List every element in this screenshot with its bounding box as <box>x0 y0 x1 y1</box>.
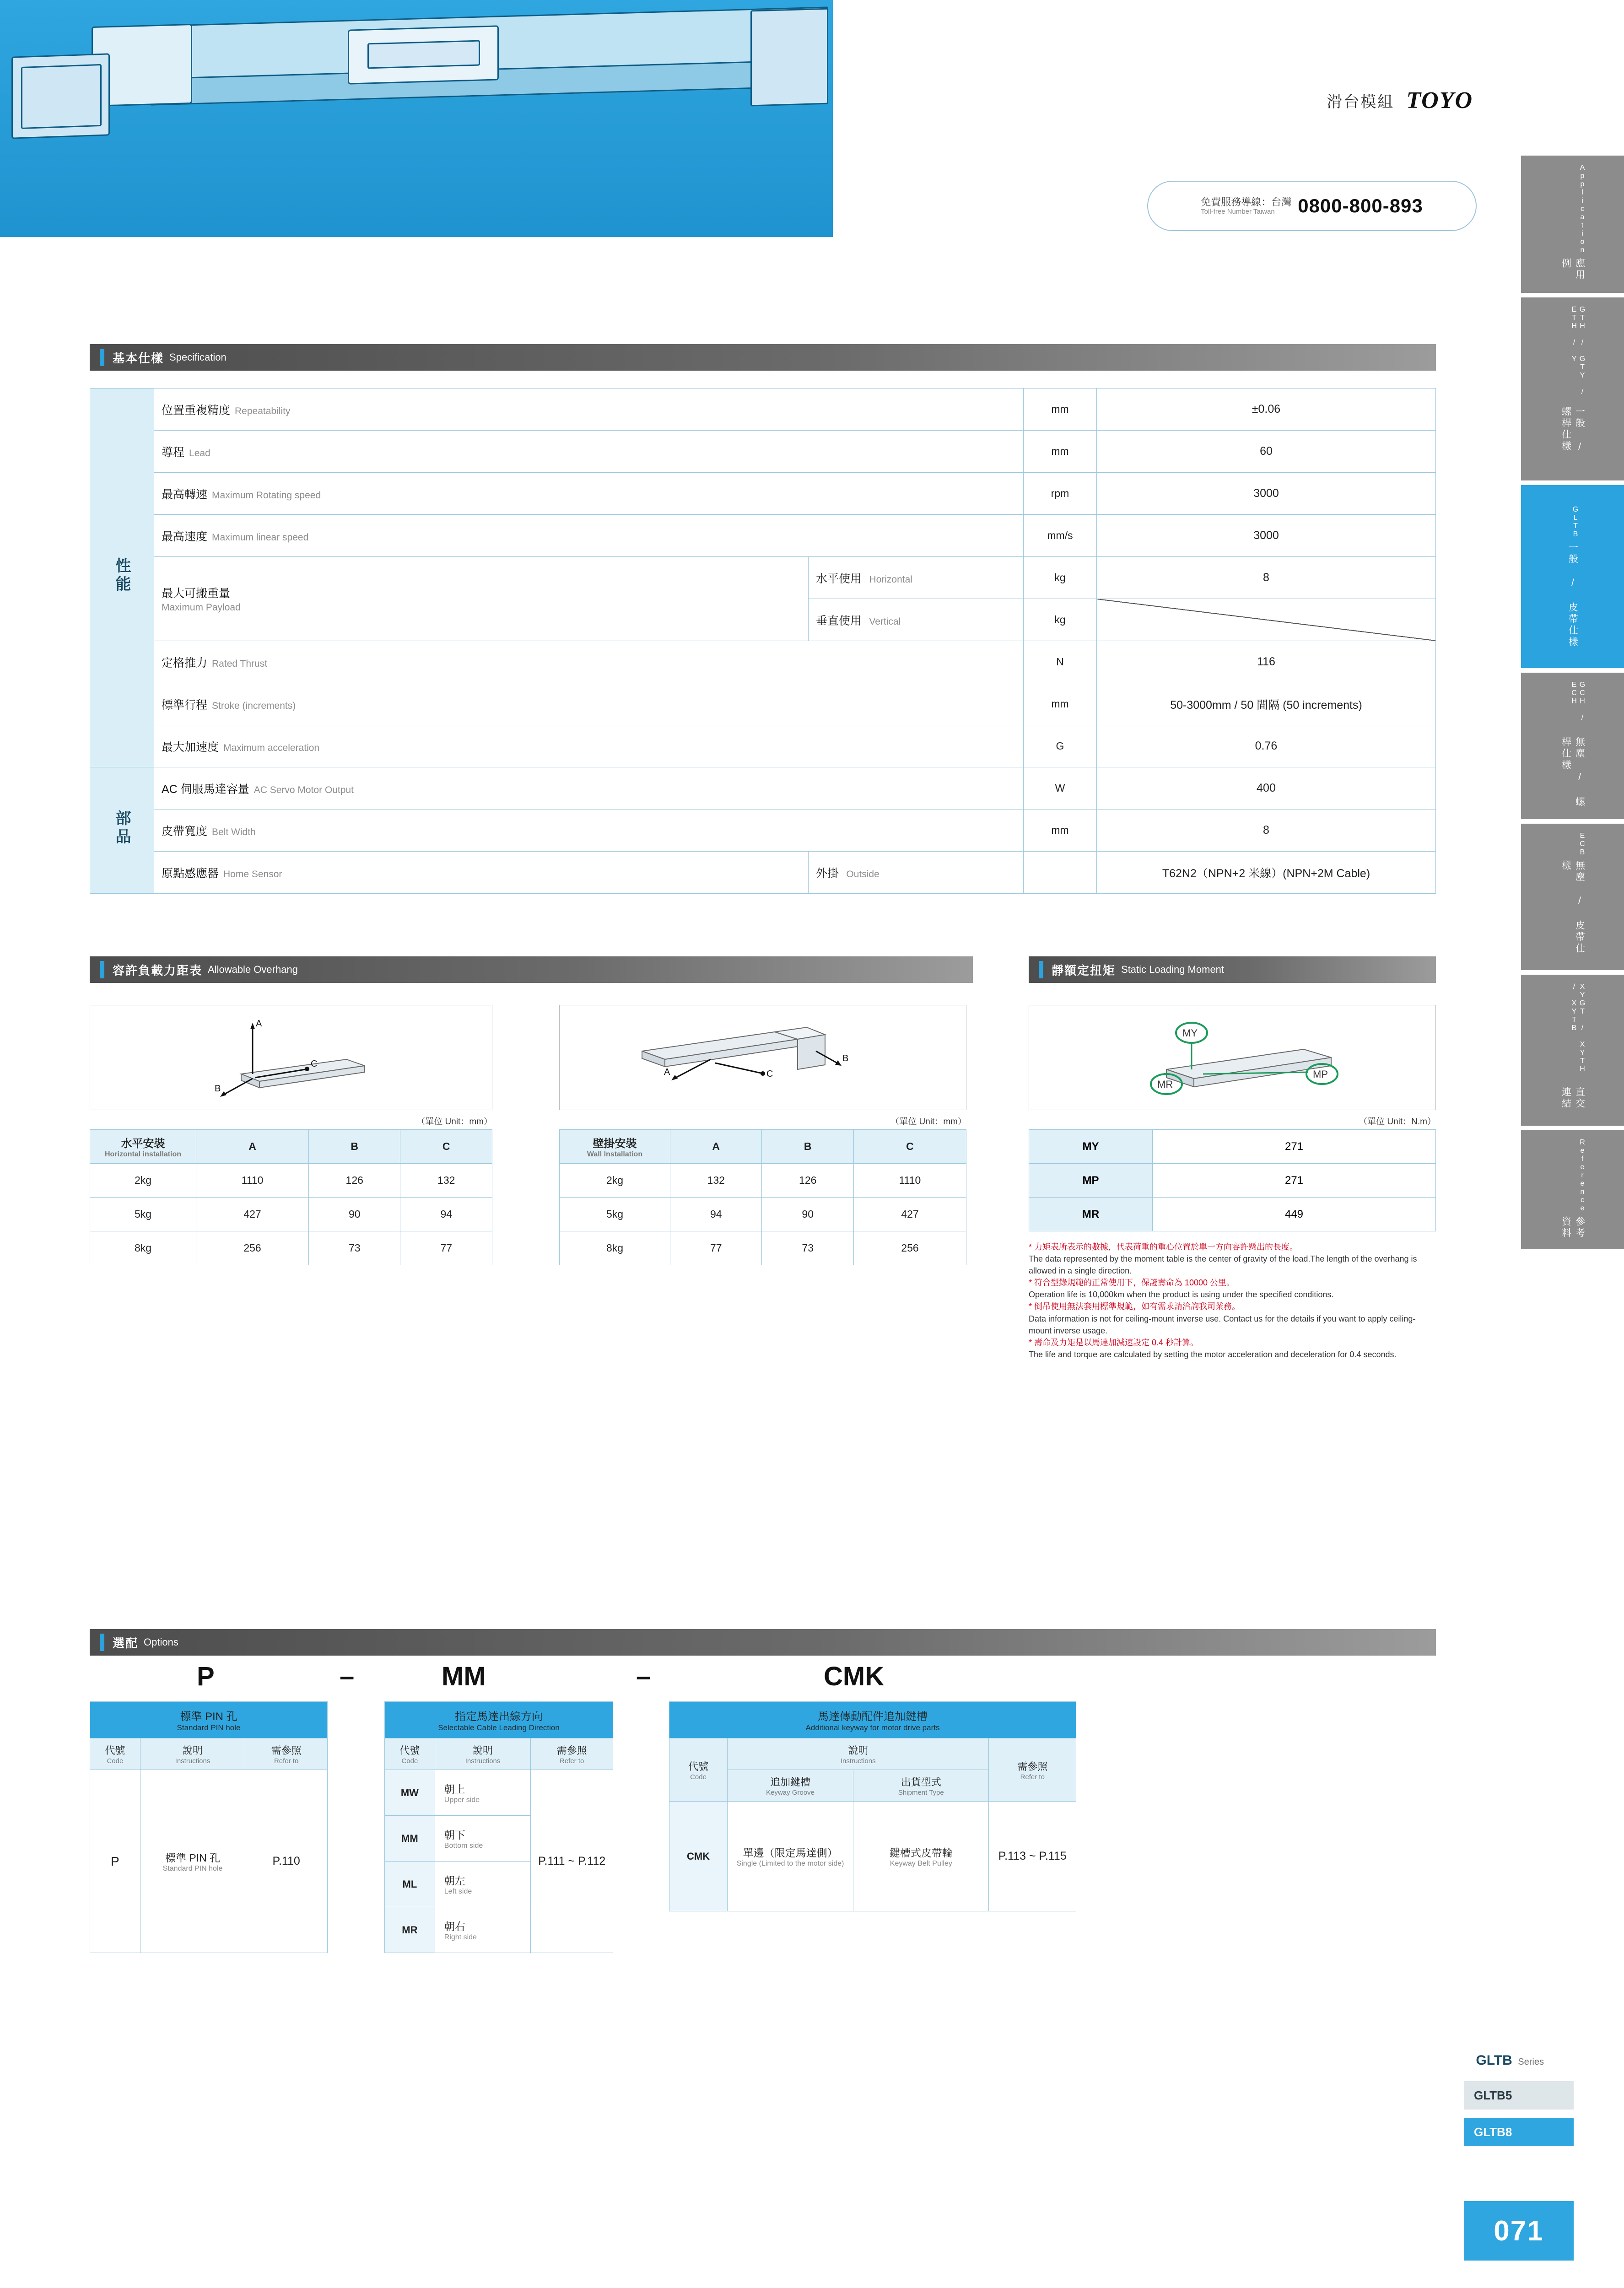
spec-label-repeatability: 位置重複精度 Repeatability <box>154 389 1024 431</box>
title-accent-bar <box>100 1634 104 1651</box>
spec-value: 400 <box>1097 767 1436 809</box>
option-code-mm: MM <box>442 1662 486 1691</box>
table-row <box>90 852 1436 894</box>
static-moment-diagram <box>1029 1005 1436 1110</box>
spec-label-max-acceleration: 最大加速度 Maximum acceleration <box>154 725 1024 767</box>
table-row <box>560 1164 966 1198</box>
sidebar-item-cleanroom-screw[interactable] <box>1521 673 1624 819</box>
sidebar-item-label: 無塵 / 螺桿仕樣 <box>1560 736 1585 808</box>
group-performance <box>90 389 154 767</box>
keyway-col-code: 代號 Code <box>669 1738 728 1802</box>
spec-value: 8 <box>1097 557 1436 599</box>
row-label: 5kg <box>90 1198 196 1231</box>
cell-value: 73 <box>762 1231 853 1265</box>
sidebar-item-label: 直交連結 <box>1560 1086 1585 1110</box>
row-label: 8kg <box>90 1231 196 1265</box>
table-header-row <box>90 1130 492 1164</box>
note-line: * 符合型錄規範的正常使用下，保證壽命為 10000 公里。 <box>1029 1278 1235 1288</box>
series-chip-label: GLTB5 <box>1474 2088 1512 2102</box>
note-line: The data represented by the moment table is the center of gravity of the load.The length of the overhang is allowed in a single direction. <box>1029 1254 1417 1276</box>
wall-axes-svg <box>560 1005 967 1111</box>
table-header-row <box>385 1702 613 1738</box>
sidebar-item-label: 參考資料 <box>1560 1216 1585 1239</box>
pin-col-instructions: 說明 Instructions <box>140 1738 245 1770</box>
section-title-en: Specification <box>169 351 227 363</box>
spec-label-lead: 導程 Lead <box>154 431 1024 473</box>
keyway-shipment-value: 鍵槽式皮帶輪 Keyway Belt Pulley <box>853 1802 989 1911</box>
series-label <box>1476 2053 1544 2068</box>
cable-col-code: 代號 Code <box>385 1738 435 1770</box>
hero-product-image <box>0 0 833 237</box>
sidebar-item-label: 一般 / 皮帶仕樣 <box>1567 542 1578 648</box>
table-row <box>90 473 1436 515</box>
keyway-col-shipment: 出貨型式 Shipment Type <box>853 1770 989 1802</box>
sidebar-item-sublabel: Application <box>1578 164 1586 254</box>
keyway-table-header: 馬達傳動配件追加鍵槽 Additional keyway for motor drive parts <box>669 1702 1076 1738</box>
spec-sublabel-horizontal: 水平使用 Horizontal <box>809 557 1024 599</box>
cell-value: 126 <box>762 1164 853 1198</box>
toll-free-badge <box>1147 181 1477 231</box>
table-row <box>90 515 1436 557</box>
spec-value: 50-3000mm / 50 間隔 (50 increments) <box>1097 683 1436 725</box>
options-section-title <box>90 1629 1436 1656</box>
option-dash-1: – <box>340 1662 355 1691</box>
spec-unit: kg <box>1024 599 1097 641</box>
note-line: * 壽命及力矩是以馬達加減速設定 0.4 秒計算。 <box>1029 1338 1199 1347</box>
static-moment-notes <box>1029 1241 1436 1360</box>
cable-instruction-bottom: 朝下 Bottom side <box>435 1816 531 1862</box>
cell-value: 1110 <box>853 1164 966 1198</box>
moment-value-mp: 271 <box>1153 1164 1436 1198</box>
moment-label-mp: MP <box>1029 1164 1153 1198</box>
note-line: Data information is not for ceiling-mount inverse use. Contact us for the details if you want to apply ceiling-mount inverse usage. <box>1029 1314 1416 1335</box>
table-row <box>1029 1164 1436 1198</box>
pin-col-code: 代號 Code <box>90 1738 140 1770</box>
table-header-row <box>669 1702 1076 1738</box>
cell-value: 132 <box>670 1164 762 1198</box>
toll-free-number: 0800-800-893 <box>1298 195 1423 216</box>
table-row <box>90 431 1436 473</box>
section-title-cn: 靜額定扭矩 <box>1052 963 1116 977</box>
table-row <box>90 767 1436 809</box>
table-subheader-row <box>669 1738 1076 1770</box>
spec-sublabel-vertical: 垂直使用 Vertical <box>809 599 1024 641</box>
spec-label-max-payload: 最大可搬重量 Maximum Payload <box>154 557 809 641</box>
option-code-cmk: CMK <box>824 1662 885 1691</box>
toll-free-label-en: Toll-free Number Taiwan <box>1201 208 1275 216</box>
series-name: GLTB <box>1476 2053 1512 2068</box>
spec-label-max-rotating-speed: 最高轉速 Maximum Rotating speed <box>154 473 1024 515</box>
cable-code-mw: MW <box>385 1770 435 1816</box>
spec-unit <box>1024 852 1097 894</box>
wall-unit-note: （單位 Unit：mm） <box>890 1117 966 1127</box>
series-chip-label: GLTB8 <box>1474 2125 1512 2139</box>
static-moment-unit-note: （單位 Unit：N.m） <box>1359 1117 1436 1127</box>
keyway-refer-page: P.113 ~ P.115 <box>989 1802 1076 1911</box>
column-header-b: B <box>309 1130 400 1164</box>
cable-col-refer: 需參照 Refer to <box>531 1738 613 1770</box>
wall-install-header: 壁掛安裝 Wall Installation <box>560 1130 670 1164</box>
keyway-option-table <box>669 1701 1076 1911</box>
static-moment-table <box>1029 1129 1436 1231</box>
spec-value: 3000 <box>1097 515 1436 557</box>
spec-label-stroke: 標準行程 Stroke (increments) <box>154 683 1024 725</box>
table-row <box>669 1802 1076 1911</box>
wall-overhang-diagram <box>559 1005 966 1110</box>
sidebar-item-label: 應用例 <box>1560 258 1585 281</box>
keyway-col-refer: 需參照 Refer to <box>989 1738 1076 1802</box>
pin-refer-page: P.110 <box>245 1770 328 1953</box>
keyway-groove-value: 單邊（限定馬達側） Single (Limited to the motor side) <box>728 1802 853 1911</box>
note-line: * 力矩表所表示的數據，代表荷重的重心位置於單一方向容許懸出的長度。 <box>1029 1242 1298 1252</box>
spec-unit: mm <box>1024 431 1097 473</box>
spec-sublabel-outside: 外掛 Outside <box>809 852 1024 894</box>
pin-code-value: P <box>90 1770 140 1953</box>
title-accent-bar <box>100 961 104 978</box>
svg-text:B: B <box>842 1053 849 1063</box>
svg-text:MP: MP <box>1313 1068 1328 1080</box>
page-number: 071 <box>1494 2215 1544 2247</box>
table-row <box>1029 1130 1436 1164</box>
spec-unit: rpm <box>1024 473 1097 515</box>
svg-text:C: C <box>311 1059 318 1069</box>
cable-table-header: 指定馬達出線方向 Selectable Cable Leading Direction <box>385 1702 613 1738</box>
column-header-c: C <box>400 1130 492 1164</box>
table-row <box>90 809 1436 852</box>
sidebar-item-sublabel: ECB <box>1578 832 1586 857</box>
table-row <box>90 1770 328 1953</box>
cell-value: 73 <box>309 1231 400 1265</box>
cell-value: 77 <box>670 1231 762 1265</box>
option-dash-2: – <box>636 1662 651 1691</box>
spec-unit: mm <box>1024 683 1097 725</box>
spec-label-home-sensor: 原點感應器 Home Sensor <box>154 852 809 894</box>
cell-value: 94 <box>670 1198 762 1231</box>
column-header-c: C <box>853 1130 966 1164</box>
keyway-col-instructions: 說明 Instructions <box>728 1738 989 1770</box>
svg-text:B: B <box>215 1084 221 1094</box>
cable-code-mr: MR <box>385 1907 435 1953</box>
spec-label-belt-width: 皮帶寬度 Belt Width <box>154 809 1024 852</box>
series-suffix: Series <box>1518 2057 1544 2067</box>
title-accent-bar <box>100 349 104 366</box>
spec-value: 3000 <box>1097 473 1436 515</box>
section-title-en: Options <box>144 1636 178 1648</box>
horizontal-install-header: 水平安裝 Horizontal installation <box>90 1130 196 1164</box>
cell-value: 77 <box>400 1231 492 1265</box>
spec-unit: N <box>1024 641 1097 683</box>
cell-value: 132 <box>400 1164 492 1198</box>
svg-text:MY: MY <box>1182 1027 1198 1039</box>
option-code-p: P <box>197 1662 215 1691</box>
table-header-row <box>90 1702 328 1738</box>
sidebar-item-cleanroom-belt[interactable] <box>1521 824 1624 970</box>
cable-instruction-left: 朝左 Left side <box>435 1862 531 1907</box>
side-tab-nav[interactable] <box>1521 156 1624 1254</box>
cell-value: 126 <box>309 1164 400 1198</box>
spec-value: 60 <box>1097 431 1436 473</box>
cell-value: 256 <box>853 1231 966 1265</box>
cable-code-mm: MM <box>385 1816 435 1862</box>
carriage-graphic <box>348 25 499 84</box>
spec-value: T62N2（NPN+2 米線）(NPN+2M Cable) <box>1097 852 1436 894</box>
spec-value: 116 <box>1097 641 1436 683</box>
title-accent-bar <box>1039 961 1043 978</box>
horizontal-overhang-table <box>90 1129 492 1265</box>
static-moment-section-title <box>1029 956 1436 983</box>
note-line: * 倒吊使用無法套用標準規範，如有需求請洽詢我司業務。 <box>1029 1302 1241 1311</box>
spec-value: ±0.06 <box>1097 389 1436 431</box>
cell-value: 94 <box>400 1198 492 1231</box>
specification-section-title <box>90 344 1436 371</box>
brand-header <box>1327 87 1473 114</box>
section-title-cn: 基本仕樣 <box>113 351 164 365</box>
column-header-a: A <box>670 1130 762 1164</box>
spec-unit: mm <box>1024 389 1097 431</box>
page-number-badge <box>1464 2201 1574 2261</box>
sidebar-item-sublabel: GTH / GTY / ETH / Y <box>1570 306 1586 396</box>
table-row <box>1029 1198 1436 1231</box>
spec-label-rated-thrust: 定格推力 Rated Thrust <box>154 641 1024 683</box>
specification-table <box>90 388 1436 894</box>
table-subheader-row <box>385 1738 613 1770</box>
spec-unit: G <box>1024 725 1097 767</box>
table-row <box>90 1164 492 1198</box>
cable-instruction-right: 朝右 Right side <box>435 1907 531 1953</box>
row-label: 8kg <box>560 1231 670 1265</box>
series-chip-gltb5[interactable] <box>1464 2081 1574 2110</box>
spec-label-servo-output: AC 伺服馬達容量 AC Servo Motor Output <box>154 767 1024 809</box>
sidebar-item-screw-general[interactable] <box>1521 297 1624 480</box>
table-row <box>90 1198 492 1231</box>
horizontal-unit-note: （單位 Unit：mm） <box>416 1117 492 1127</box>
sidebar-item-sublabel: XYGT / XYTH / XYTB <box>1570 983 1586 1074</box>
note-line: Operation life is 10,000km when the product is using under the specified conditions. <box>1029 1290 1334 1300</box>
row-label: 5kg <box>560 1198 670 1231</box>
row-label: 2kg <box>90 1164 196 1198</box>
keyway-col-groove: 追加鍵槽 Keyway Groove <box>728 1770 853 1802</box>
moment-value-my: 271 <box>1153 1130 1436 1164</box>
horizontal-overhang-diagram <box>90 1005 492 1110</box>
cable-refer-page: P.111 ~ P.112 <box>531 1770 613 1953</box>
table-row <box>385 1770 613 1816</box>
cable-instruction-upper: 朝上 Upper side <box>435 1770 531 1816</box>
section-title-cn: 選配 <box>113 1636 139 1650</box>
horizontal-axes-svg <box>90 1005 493 1111</box>
spec-label-max-linear-speed: 最高速度 Maximum linear speed <box>154 515 1024 557</box>
keyway-code-value: CMK <box>669 1802 728 1911</box>
moment-axes-svg <box>1029 1005 1436 1111</box>
spec-unit: W <box>1024 767 1097 809</box>
sidebar-item-sublabel: GCH / ECH <box>1570 681 1586 722</box>
sidebar-item-cartesian[interactable] <box>1521 975 1624 1126</box>
cable-code-ml: ML <box>385 1862 435 1907</box>
spec-value-not-applicable <box>1097 599 1436 641</box>
table-row <box>90 641 1436 683</box>
table-row <box>90 1231 492 1265</box>
sidebar-item-label: 一般 / 螺桿仕樣 <box>1560 406 1585 454</box>
sidebar-item-reference[interactable] <box>1521 1130 1624 1249</box>
sidebar-item-sublabel: Reference <box>1578 1139 1586 1213</box>
table-row <box>90 389 1436 431</box>
table-row <box>90 725 1436 767</box>
svg-text:C: C <box>766 1069 773 1079</box>
moment-label-my: MY <box>1029 1130 1153 1164</box>
table-row <box>90 557 1436 599</box>
pin-instruction: 標準 PIN 孔 Standard PIN hole <box>140 1770 245 1953</box>
overhang-section-title <box>90 956 973 983</box>
sidebar-item-belt-general[interactable] <box>1521 485 1624 668</box>
wall-overhang-table <box>559 1129 966 1265</box>
toyo-logo: TOYO <box>1406 87 1473 113</box>
cell-value: 90 <box>762 1198 853 1231</box>
standard-pin-option-table <box>90 1701 328 1953</box>
spec-unit: kg <box>1024 557 1097 599</box>
moment-label-mr: MR <box>1029 1198 1153 1231</box>
group-parts <box>90 767 154 894</box>
table-row <box>560 1231 966 1265</box>
spec-unit: mm/s <box>1024 515 1097 557</box>
svg-text:A: A <box>256 1019 262 1029</box>
series-chip-gltb8[interactable] <box>1464 2118 1574 2146</box>
spec-value: 0.76 <box>1097 725 1436 767</box>
sidebar-item-sublabel: GLTB <box>1571 505 1580 539</box>
moment-value-mr: 449 <box>1153 1198 1436 1231</box>
column-header-a: A <box>196 1130 309 1164</box>
cell-value: 427 <box>196 1198 309 1231</box>
end-cap-graphic <box>750 8 828 107</box>
svg-text:MR: MR <box>1157 1079 1173 1090</box>
svg-text:A: A <box>664 1067 670 1077</box>
table-row <box>90 683 1436 725</box>
note-line: The life and torque are calculated by setting the motor acceleration and deceleration for 0.4 seconds. <box>1029 1349 1397 1359</box>
table-header-row <box>560 1130 966 1164</box>
cell-value: 256 <box>196 1231 309 1265</box>
group-parts-label: 部品 <box>113 810 130 847</box>
toll-free-label-cn: 免費服務導線：台灣 <box>1201 196 1292 208</box>
spec-value: 8 <box>1097 809 1436 852</box>
sidebar-item-application[interactable] <box>1521 156 1624 293</box>
group-performance-label: 性能 <box>113 557 130 594</box>
row-label: 2kg <box>560 1164 670 1198</box>
sidebar-item-label: 無塵 / 皮帶仕樣 <box>1560 860 1585 955</box>
cable-col-instructions: 說明 Instructions <box>435 1738 531 1770</box>
cell-value: 90 <box>309 1198 400 1231</box>
cable-direction-option-table <box>384 1701 613 1953</box>
not-applicable-slash <box>1097 599 1435 641</box>
section-title-en: Allowable Overhang <box>208 964 298 975</box>
column-header-b: B <box>762 1130 853 1164</box>
pin-table-header: 標準 PIN 孔 Standard PIN hole <box>90 1702 328 1738</box>
table-row <box>560 1198 966 1231</box>
pin-col-refer: 需參照 Refer to <box>245 1738 328 1770</box>
cell-value: 1110 <box>196 1164 309 1198</box>
brand-category-label: 滑台模組 <box>1327 93 1395 111</box>
section-title-cn: 容許負載力距表 <box>113 963 203 977</box>
section-title-en: Static Loading Moment <box>1121 964 1225 975</box>
cell-value: 427 <box>853 1198 966 1231</box>
spec-unit: mm <box>1024 809 1097 852</box>
motor-housing-graphic <box>11 53 110 139</box>
table-subheader-row <box>90 1738 328 1770</box>
